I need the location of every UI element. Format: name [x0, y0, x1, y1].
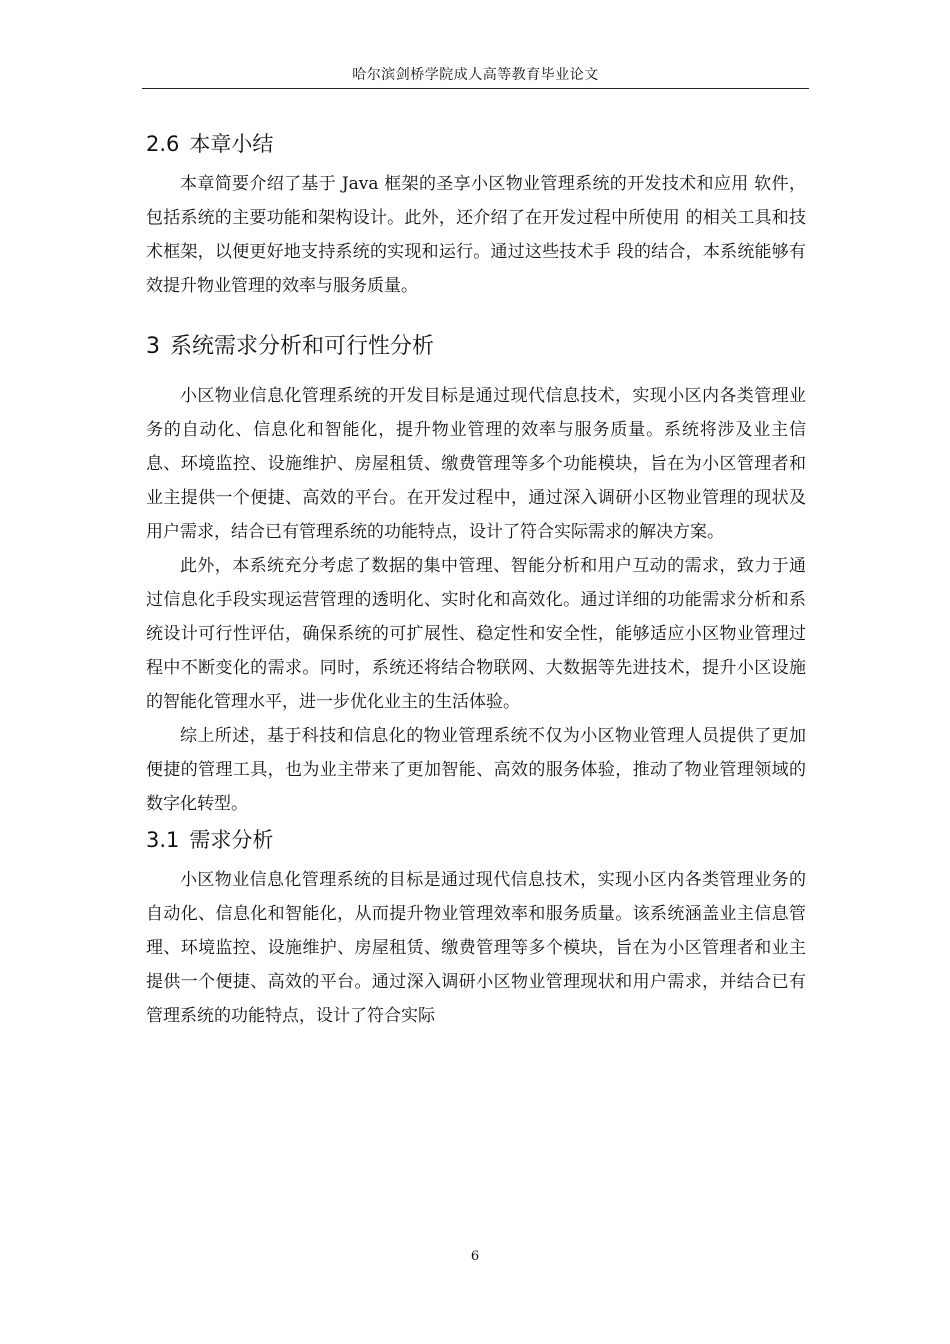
section-title: 需求分析 — [189, 828, 274, 852]
section-heading-2-6 — [146, 125, 806, 163]
chapter-number: 3 — [146, 334, 160, 359]
paragraph: 本章简要介绍了基于 Java 框架的圣享小区物业管理系统的开发技术和应用 软件，包括系统的主要功能和架构设计。此外，还介绍了在开发过程中所使用 的相关工具和技术框架，以便更好地支持系统的实现和运行。通过这些技术手 段的结合，本系统能够有效提升物业管理的效率与服务质量。 — [146, 174, 806, 296]
section-number: 3.1 — [146, 828, 180, 852]
chapter-title: 系统需求分析和可行性分析 — [170, 334, 435, 359]
spacer — [146, 369, 806, 379]
page-number: 6 — [470, 1249, 480, 1264]
section-title: 本章小结 — [189, 132, 274, 156]
spacer — [146, 303, 806, 325]
paragraph: 此外，本系统充分考虑了数据的集中管理、智能分析和用户互动的需求，致力于通过信息化手段实现运营管理的透明化、实时化和高效化。通过详细的功能需求分析和系统设计可行性评估，确保系统的可扩展性、稳定性和安全性，能够适应小区物业管理过程中不断变化的需求。同时，系统还将结合物联网、大数据等先进技术，提升小区设施的智能化管理水平，进一步优化业主的生活体验。 — [146, 556, 806, 712]
paragraph: 小区物业信息化管理系统的开发目标是通过现代信息技术，实现小区内各类管理业务的自动化、信息化和智能化，提升物业管理的效率与服务质量。系统将涉及业主信息、环境监控、设施维护、房屋租赁、缴费管理等多个功能模块，旨在为小区管理者和业主提供一个便捷、高效的平台。在开发过程中，通过深入调研小区物业管理的现状及用户需求，结合已有管理系统的功能特点，设计了符合实际需求的解决方案。 — [146, 386, 806, 542]
section-heading-3-1 — [146, 821, 806, 859]
section-number: 2.6 — [146, 132, 180, 156]
paragraph: 综上所述，基于科技和信息化的物业管理系统不仅为小区物业管理人员提供了更加便捷的管理工具，也为业主带来了更加智能、高效的服务体验，推动了物业管理领域的数字化转型。 — [146, 726, 806, 814]
page-header: 哈尔滨剑桥学院成人高等教育毕业论文 — [352, 67, 599, 83]
header-divider — [142, 88, 809, 89]
page-body — [146, 125, 806, 1033]
paragraph: 小区物业信息化管理系统的目标是通过现代信息技术，实现小区内各类管理业务的自动化、信息化和智能化，从而提升物业管理效率和服务质量。该系统涵盖业主信息管理、环境监控、设施维护、房屋租赁、缴费管理等多个模块，旨在为小区管理者和业主提供一个便捷、高效的平台。通过深入调研小区物业管理现状和用户需求，并结合已有管理系统的功能特点，设计了符合实际 — [146, 870, 806, 1026]
chapter-heading-3 — [146, 325, 806, 369]
